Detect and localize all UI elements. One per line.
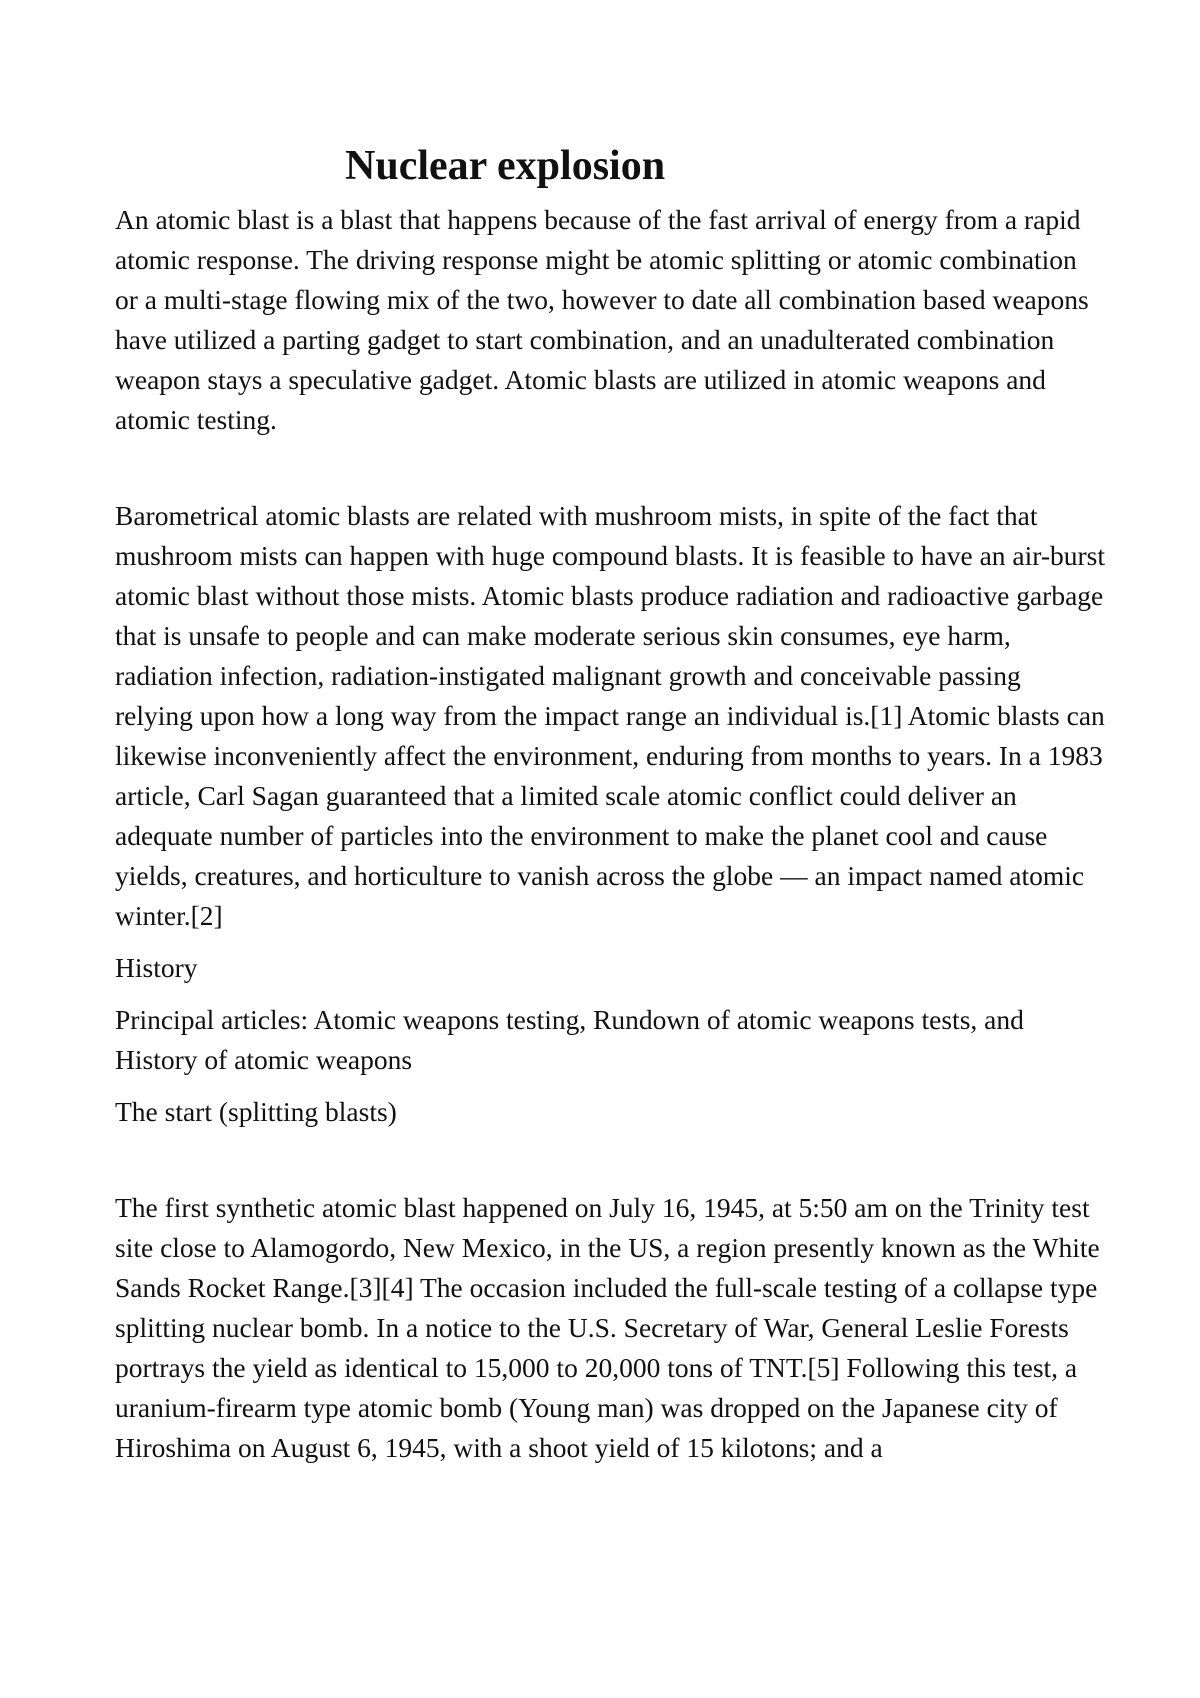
- document-body: [115, 140, 1105, 1468]
- paragraph-intro: An atomic blast is a blast that happens because of the fast arrival of energy from a rapid atomic response. The driving response might be atomic splitting or atomic combination or a multi-stage flowing mix of the two, however to date all combination based weapons have utilized a parting gadget to start combination, and an unadulterated combination weapon stays a speculative gadget. Atomic blasts are utilized in atomic weapons and atomic testing.: [115, 204, 1089, 435]
- paragraph-first-blast: The first synthetic atomic blast happened on July 16, 1945, at 5:50 am on the Trinity test site close to Alamogordo, New Mexico, in the US, a region presently known as the White Sands Rocket Range.[3][4] The occasion included the full-scale testing of a collapse type splitting nuclear bomb. In a notice to the U.S. Secretary of War, General Leslie Forests portrays the yield as identical to 15,000 to 20,000 tons of TNT.[5] Following this test, a uranium-firearm type atomic bomb (Young man) was dropped on the Japanese city of Hiroshima on August 6, 1945, with a shoot yield of 15 kilotons; and a: [115, 1192, 1100, 1463]
- subsection-heading-start: The start (splitting blasts): [115, 1096, 397, 1127]
- page-title: Nuclear explosion: [345, 143, 666, 189]
- principal-articles-note: Principal articles: Atomic weapons testing, Rundown of atomic weapons tests, and History of atomic weapons: [115, 1004, 1024, 1075]
- section-heading-history: History: [115, 952, 198, 983]
- paragraph-atmospheric-blasts: Barometrical atomic blasts are related with mushroom mists, in spite of the fact that mushroom mists can happen with huge compound blasts. It is feasible to have an air-burst atomic blast without those mists. Atomic blasts produce radiation and radioactive garbage that is unsafe to people and can make moderate serious skin consumes, eye harm, radiation infection, radiation-instigated malignant growth and conceivable passing relying upon how a long way from the impact range an individual is.[1] Atomic blasts can likewise inconveniently affect the environment, enduring from months to years. In a 1983 article, Carl Sagan guaranteed that a limited scale atomic conflict could deliver an adequate number of particles into the environment to make the planet cool and cause yields, creatures, and horticulture to vanish across the globe — an impact named atomic winter.[2]: [115, 500, 1106, 931]
